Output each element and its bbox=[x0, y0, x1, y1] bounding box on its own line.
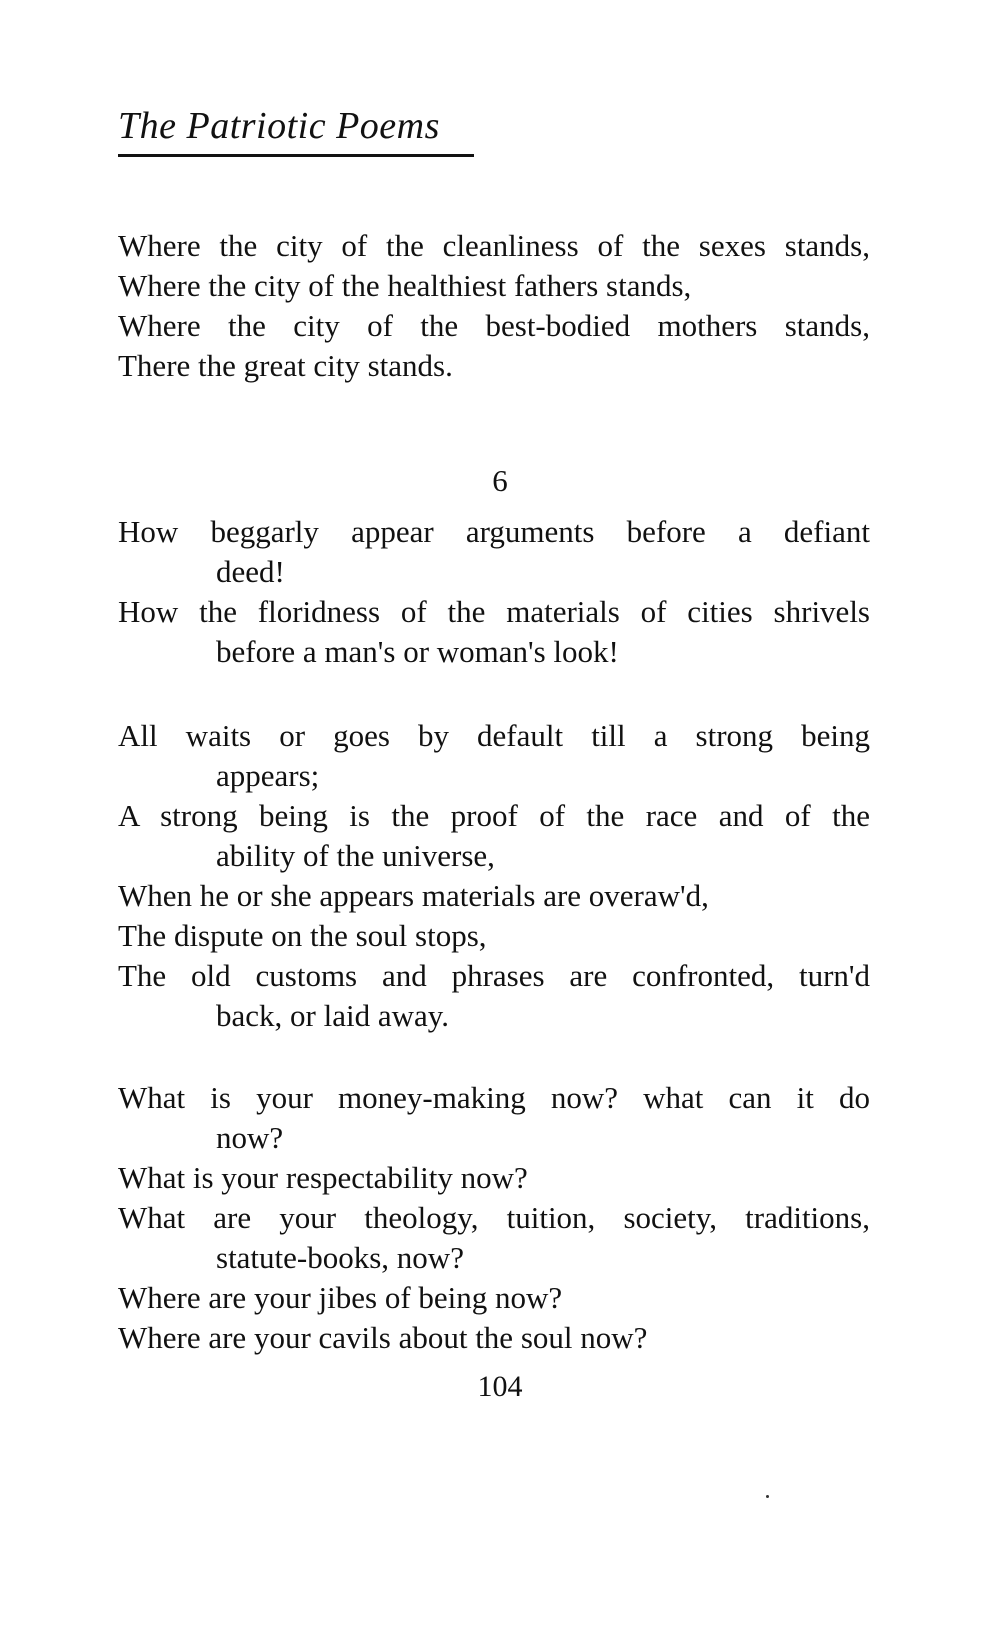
page-number: 104 bbox=[477, 1370, 523, 1403]
stanza-city bbox=[118, 226, 870, 386]
verse-line: The old customs and phrases are confronted, turn'd bbox=[118, 958, 870, 993]
verse-line-continuation: now? bbox=[216, 1120, 284, 1155]
verse-line: Where the city of the best-bodied mothers stands, bbox=[118, 308, 870, 343]
running-head-rule bbox=[118, 154, 474, 157]
verse-line: What are your theology, tuition, society, traditions, bbox=[118, 1200, 870, 1235]
verse-line: The dispute on the soul stops, bbox=[118, 918, 487, 953]
verse-line-continuation: appears; bbox=[216, 758, 320, 793]
verse-line: There the great city stands. bbox=[118, 348, 453, 383]
verse-line-continuation: ability of the universe, bbox=[216, 838, 495, 873]
verse-line: How beggarly appear arguments before a defiant bbox=[118, 514, 870, 549]
verse-line: What is your respectability now? bbox=[118, 1160, 528, 1195]
verse-line-continuation: deed! bbox=[216, 554, 285, 589]
stanza-strong-being bbox=[118, 716, 870, 1036]
verse-line: How the floridness of the materials of cities shrivels bbox=[118, 594, 870, 629]
verse-line: What is your money-making now? what can it do bbox=[118, 1080, 870, 1115]
verse-line: Where the city of the healthiest fathers stands, bbox=[118, 268, 692, 303]
verse-line: Where are your cavils about the soul now? bbox=[118, 1320, 648, 1355]
section-number: 6 bbox=[492, 463, 508, 498]
running-head: The Patriotic Poems bbox=[118, 105, 440, 147]
verse-line: Where are your jibes of being now? bbox=[118, 1280, 563, 1315]
verse-line: Where the city of the cleanliness of the sexes stands, bbox=[118, 228, 870, 263]
stanza-questions bbox=[118, 1078, 870, 1358]
verse-line-continuation: statute-books, now? bbox=[216, 1240, 464, 1275]
verse-line: When he or she appears materials are overaw'd, bbox=[118, 878, 709, 913]
stanza-deed bbox=[118, 512, 870, 672]
verse-line-continuation: back, or laid away. bbox=[216, 998, 449, 1033]
verse-line: All waits or goes by default till a strong being bbox=[118, 718, 870, 753]
print-speck bbox=[766, 1495, 769, 1498]
verse-line-continuation: before a man's or woman's look! bbox=[216, 634, 619, 669]
verse-line: A strong being is the proof of the race and of the bbox=[118, 798, 870, 833]
